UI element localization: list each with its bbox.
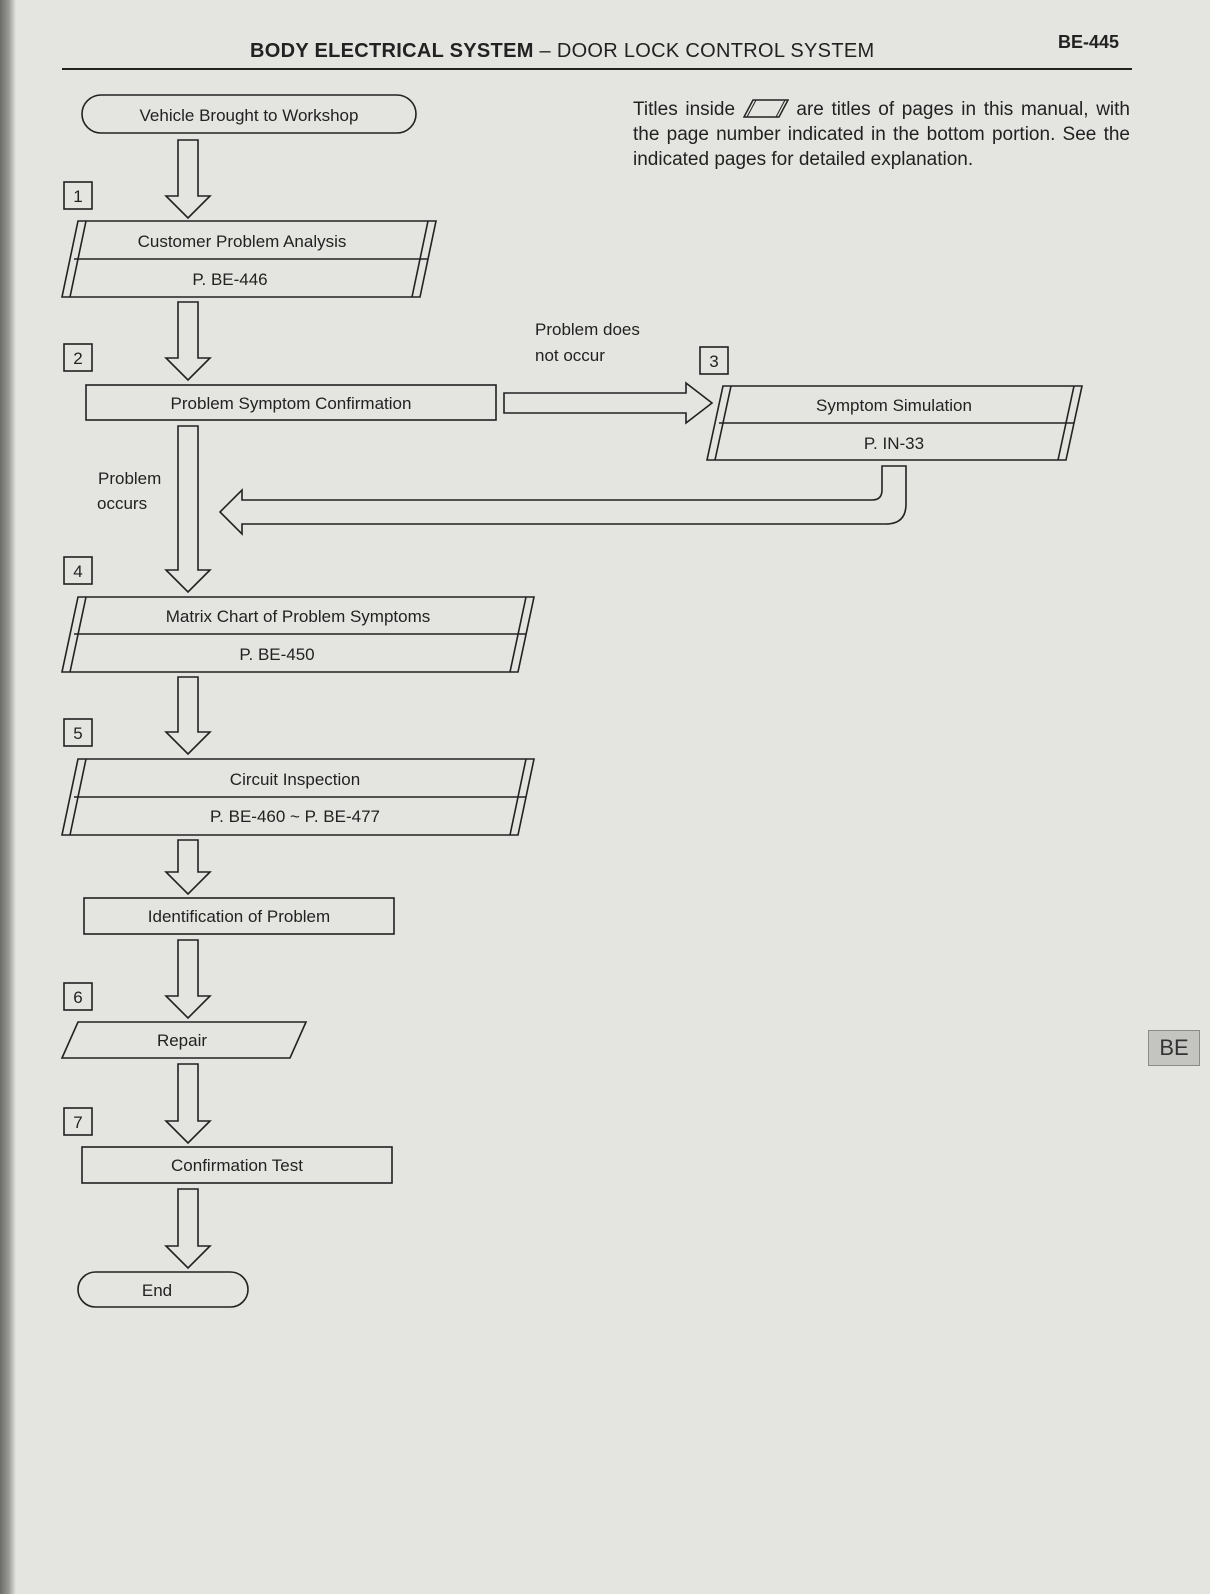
header-dash: – bbox=[539, 40, 551, 62]
branch-label-occurs-line1: Problem bbox=[98, 469, 162, 488]
step-6-title: Repair bbox=[156, 1031, 208, 1050]
step-number-4: 4 bbox=[73, 562, 83, 581]
arrow-return-3-to-main bbox=[220, 466, 906, 534]
step-number-6: 6 bbox=[73, 988, 83, 1007]
arrow-down-6-to-7 bbox=[166, 1064, 210, 1143]
arrow-down-ident-to-6 bbox=[166, 940, 210, 1018]
arrow-down-1-to-2 bbox=[166, 302, 210, 380]
arrow-down-7-to-end bbox=[166, 1189, 210, 1268]
end-label: End bbox=[141, 1281, 173, 1300]
section-tab-be: BE bbox=[1148, 1030, 1200, 1066]
step-number-1: 1 bbox=[73, 187, 83, 206]
header-subsection: DOOR LOCK CONTROL SYSTEM bbox=[556, 40, 875, 62]
step-number-7: 7 bbox=[73, 1113, 83, 1132]
arrow-down-5-to-ident bbox=[166, 840, 210, 894]
step-5-page: P. BE-460 ~ P. BE-477 bbox=[210, 807, 380, 826]
note-text-after: are titles of pages in this manual, with the page number indicated in the bottom portion. See the indicated pages for detailed explanation. bbox=[633, 99, 1130, 170]
step-7-title: Confirmation Test bbox=[171, 1156, 303, 1175]
header-section: BODY ELECTRICAL SYSTEM bbox=[250, 40, 534, 62]
step-4-title: Matrix Chart of Problem Symptoms bbox=[165, 607, 431, 626]
step-number-2: 2 bbox=[73, 349, 83, 368]
branch-label-occurs-line2: occurs bbox=[97, 494, 148, 513]
ident-title: Identification of Problem bbox=[147, 907, 331, 926]
step-3-title: Symptom Simulation bbox=[816, 396, 972, 415]
arrow-down-4-to-5 bbox=[166, 677, 210, 754]
step-1-title: Customer Problem Analysis bbox=[137, 232, 347, 251]
step-1-page: P. BE-446 bbox=[192, 270, 268, 289]
arrow-down-2-to-4 bbox=[166, 426, 210, 592]
step-number-3: 3 bbox=[709, 352, 719, 371]
note-text-before: Titles inside bbox=[633, 99, 736, 120]
step-5-title: Circuit Inspection bbox=[229, 770, 361, 789]
step-2-title: Problem Symptom Confirmation bbox=[170, 394, 412, 413]
start-label: Vehicle Brought to Workshop bbox=[139, 106, 359, 125]
step-number-5: 5 bbox=[73, 724, 83, 743]
page-number: BE-445 bbox=[1058, 32, 1120, 52]
step-4-page: P. BE-450 bbox=[239, 645, 315, 664]
arrow-down-start-to-1 bbox=[166, 140, 210, 218]
step-3-page: P. IN-33 bbox=[863, 434, 925, 453]
branch-label-not-occur-line2: not occur bbox=[535, 346, 605, 365]
arrow-right-2-to-3 bbox=[504, 383, 712, 423]
branch-label-not-occur-line1: Problem does bbox=[535, 320, 640, 339]
